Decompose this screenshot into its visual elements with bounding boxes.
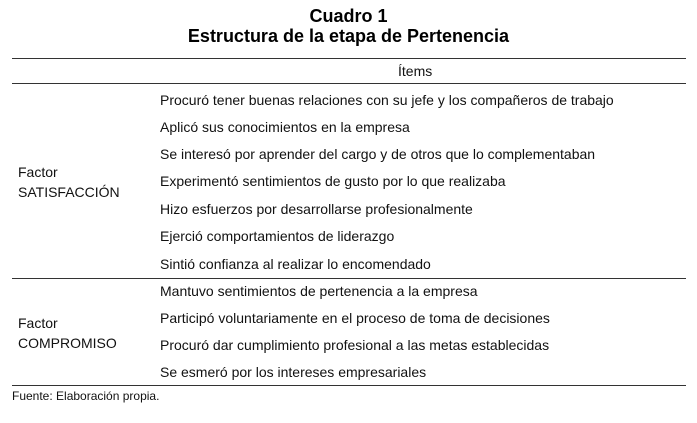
factor-compromiso-label (18, 313, 117, 353)
item-row: Hizo esfuerzos por desarrollarse profesionalmente (160, 201, 473, 217)
table-subtitle: Estructura de la etapa de Pertenencia (187, 26, 510, 46)
table-title: Cuadro 1 (309, 6, 388, 26)
factor-satisfaccion-label (18, 162, 120, 202)
column-header-items: Ítems (398, 63, 433, 79)
factor-word: Factor (18, 315, 58, 331)
factor-name: COMPROMISO (18, 335, 117, 351)
item-row: Aplicó sus conocimientos en la empresa (160, 119, 410, 135)
factor-name: SATISFACCIÓN (18, 184, 120, 200)
item-row: Participó voluntariamente en el proceso de toma de decisiones (160, 310, 550, 326)
top-rule (12, 58, 686, 59)
group-divider-rule (12, 278, 686, 279)
item-row: Ejerció comportamientos de liderazgo (160, 228, 395, 244)
source-note: Fuente: Elaboración propia. (12, 389, 160, 403)
bottom-rule (12, 385, 686, 386)
item-row: Procuró dar cumplimiento profesional a las metas establecidas (160, 337, 550, 353)
factor-word: Factor (18, 164, 58, 180)
item-row: Se interesó por aprender del cargo y de otros que lo complementaban (160, 146, 596, 162)
item-row: Sintió confianza al realizar lo encomendado (160, 256, 431, 272)
item-row: Mantuvo sentimientos de pertenencia a la empresa (160, 283, 478, 299)
header-rule (12, 83, 686, 84)
item-row: Procuró tener buenas relaciones con su jefe y los compañeros de trabajo (160, 92, 614, 108)
item-row: Experimentó sentimientos de gusto por lo que realizaba (160, 173, 506, 189)
item-row: Se esmeró por los intereses empresariales (160, 364, 427, 380)
